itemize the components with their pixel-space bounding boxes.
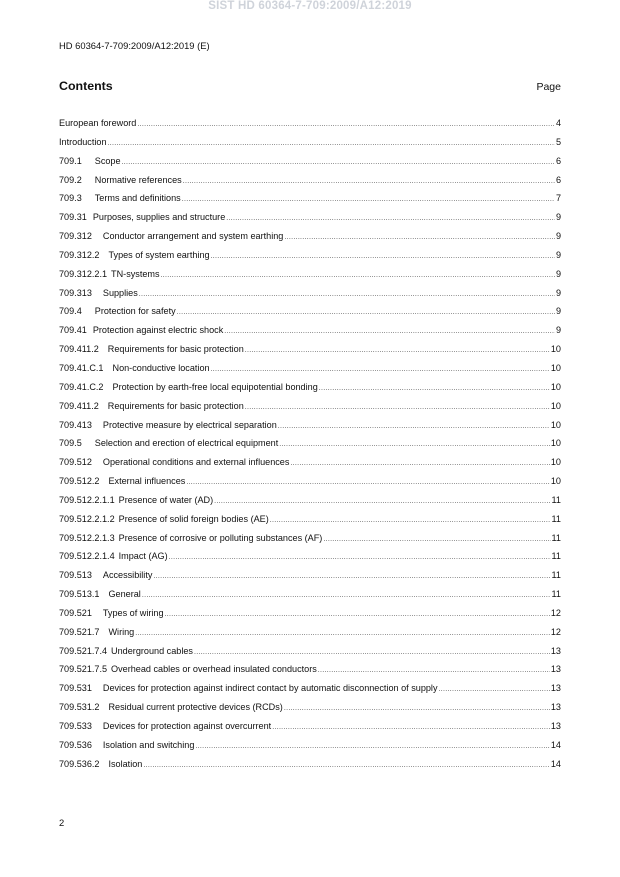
toc-entry-page: 11	[551, 589, 561, 600]
toc-entry-page: 10	[550, 400, 561, 411]
toc-entry[interactable]	[59, 702, 561, 721]
toc-entry-title: Presence of solid foreign bodies (AE)	[118, 513, 269, 524]
toc-entry[interactable]	[59, 156, 561, 175]
toc-entry[interactable]	[59, 382, 561, 401]
toc-entry[interactable]	[59, 118, 561, 137]
toc-entry-number: 709.41.C.2	[59, 381, 104, 392]
toc-entry[interactable]	[59, 589, 561, 608]
toc-entry-title: Underground cables	[111, 645, 193, 656]
toc-entry-number: 709.512.2.1.3	[59, 532, 115, 543]
toc-entry-number: 709.512.2.1.1	[59, 494, 115, 505]
toc-entry-title: Selection and erection of electrical equipment	[94, 438, 279, 449]
watermark: SIST HD 60364-7-709:2009/A12:2019	[208, 0, 412, 12]
toc-entry-page: 9	[555, 249, 561, 260]
toc-entry-page: 10	[550, 438, 561, 449]
toc-entry-number: 709.4	[59, 306, 82, 317]
toc-entry-page: 14	[550, 739, 561, 750]
toc-entry-title: Types of system earthing	[108, 249, 210, 260]
toc-entry-page: 10	[550, 362, 561, 373]
toc-entry-page: 14	[550, 758, 561, 769]
toc-entry-number: 709.413	[59, 419, 92, 430]
dot-leader	[439, 686, 550, 693]
toc-entry-page: 13	[550, 702, 561, 713]
dot-leader	[319, 385, 550, 392]
dot-leader	[278, 423, 550, 430]
toc-entry-title: Devices for protection against overcurrent	[102, 721, 272, 731]
toc-entry-title: Supplies	[102, 287, 138, 298]
toc-entry[interactable]	[59, 438, 561, 457]
toc-entry-number: 709.5	[59, 438, 82, 449]
toc-entry-page: 10	[550, 381, 561, 392]
toc-entry-number: 709.521.7.5	[59, 664, 108, 675]
toc-entry-title: TN-systems	[111, 268, 160, 279]
dot-leader	[177, 309, 555, 316]
toc-entry[interactable]	[59, 175, 561, 194]
toc-entry-page: 10	[550, 344, 561, 355]
toc-entry[interactable]	[59, 420, 561, 439]
toc-entry-title: Presence of corrosive or polluting substances (AF)	[118, 532, 323, 543]
toc-entry-title: Wiring	[108, 626, 135, 637]
toc-entry-title: Residual current protective devices (RCDs)	[108, 702, 283, 713]
toc-entry-number: 709.531	[59, 683, 92, 694]
toc-entry[interactable]	[59, 721, 561, 740]
contents-title: Contents	[59, 79, 113, 93]
toc-entry[interactable]	[59, 250, 561, 269]
toc-entry[interactable]	[59, 476, 561, 495]
dot-leader	[186, 479, 550, 486]
toc-entry-page: 6	[555, 174, 561, 185]
toc-entry[interactable]	[59, 495, 561, 514]
toc-entry-title: Protection for safety	[94, 306, 176, 317]
toc-entry-title: External influences	[108, 476, 186, 487]
dot-leader	[108, 140, 555, 147]
toc-entry-title: Protection by earth-free local equipotential bonding	[112, 381, 318, 392]
dot-leader	[284, 234, 555, 241]
document-id: HD 60364-7-709:2009/A12:2019 (E)	[59, 40, 210, 51]
toc-entry-title: European foreword	[59, 118, 137, 128]
dot-leader	[139, 291, 555, 298]
toc-entry-page: 11	[551, 551, 561, 562]
toc-entry-page: 9	[555, 231, 561, 242]
dot-leader	[153, 573, 550, 580]
toc-entry-page: 9	[555, 268, 561, 279]
toc-entry-number: 709.2	[59, 174, 82, 185]
toc-entry-page: 13	[550, 645, 561, 656]
toc-entry-page: 13	[550, 683, 561, 694]
toc-entry-number: 709.3	[59, 193, 82, 204]
toc-entry-page: 10	[550, 419, 561, 430]
dot-leader	[284, 705, 550, 712]
dot-leader	[161, 272, 555, 279]
toc-entry-page: 6	[555, 155, 561, 166]
toc-entry-number: 709.41	[59, 325, 87, 336]
toc-entry[interactable]	[59, 759, 561, 778]
toc-entry[interactable]	[59, 269, 561, 288]
toc-entry-number: 709.536.2	[59, 758, 100, 769]
toc-entry[interactable]	[59, 457, 561, 476]
dot-leader	[194, 649, 550, 656]
dot-leader	[165, 611, 550, 618]
toc-entry[interactable]	[59, 514, 561, 533]
toc-entry-page: 10	[550, 476, 561, 487]
dot-leader	[290, 460, 549, 467]
toc-entry-number: 709.531.2	[59, 702, 100, 713]
dot-leader	[245, 347, 550, 354]
dot-leader	[183, 178, 555, 185]
toc-entry-title: Normative references	[94, 174, 182, 185]
toc-entry-page: 9	[555, 287, 561, 298]
toc-entry-title: Isolation and switching	[102, 739, 195, 750]
toc-entry-title: Types of wiring	[102, 607, 164, 618]
toc-entry-number: 709.513.1	[59, 589, 100, 600]
toc-entry[interactable]	[59, 193, 561, 212]
toc-entry-page: 11	[551, 494, 561, 505]
toc-entry[interactable]	[59, 646, 561, 665]
dot-leader	[142, 592, 551, 599]
toc-entry-page: 12	[550, 607, 561, 618]
toc-entry[interactable]	[59, 683, 561, 702]
contents-heading	[59, 79, 561, 93]
dot-leader	[226, 215, 555, 222]
toc-entry-number: 709.312	[59, 231, 92, 242]
toc-entry-title: Introduction	[59, 136, 107, 147]
toc-entry-title: Protective measure by electrical separation	[102, 419, 277, 430]
toc-entry-page: 12	[550, 626, 561, 637]
toc-entry-page: 4	[555, 118, 561, 128]
dot-leader	[211, 366, 550, 373]
toc-entry[interactable]	[59, 325, 561, 344]
toc-entry[interactable]	[59, 664, 561, 683]
toc-entry-number: 709.312.2.1	[59, 268, 108, 279]
toc-entry-page: 5	[555, 136, 561, 147]
toc-entry[interactable]	[59, 627, 561, 646]
toc-entry-title: Purposes, supplies and structure	[92, 212, 226, 223]
dot-leader	[211, 253, 555, 260]
toc-entry-title: Protection against electric shock	[92, 325, 224, 336]
toc-entry-title: Conductor arrangement and system earthing	[102, 231, 284, 242]
toc-entry-title: Overhead cables or overhead insulated conductors	[111, 664, 317, 675]
toc-entry[interactable]	[59, 137, 561, 156]
dot-leader	[270, 517, 551, 524]
toc-entry-page: 11	[551, 532, 561, 543]
dot-leader	[214, 498, 550, 505]
toc-entry-page: 10	[550, 457, 561, 468]
dot-leader	[195, 743, 550, 750]
toc-entry-number: 709.411.2	[59, 344, 99, 355]
page-number: 2	[59, 817, 65, 828]
toc-entry-title: Impact (AG)	[118, 551, 168, 562]
toc-entry[interactable]	[59, 231, 561, 250]
dot-leader	[318, 667, 550, 674]
toc-entry[interactable]	[59, 288, 561, 307]
toc-entry[interactable]	[59, 608, 561, 627]
dot-leader	[323, 536, 550, 543]
toc-entry-number: 709.512	[59, 457, 92, 468]
dot-leader	[143, 762, 550, 769]
dot-leader	[182, 196, 555, 203]
toc-entry-number: 709.536	[59, 739, 92, 750]
toc-entry-number: 709.31	[59, 212, 87, 223]
toc-entry[interactable]	[59, 306, 561, 325]
toc-entry[interactable]	[59, 740, 561, 759]
table-of-contents	[59, 118, 561, 778]
dot-leader	[279, 441, 550, 448]
toc-entry-page: 13	[550, 721, 561, 731]
dot-leader	[135, 630, 550, 637]
toc-entry[interactable]	[59, 570, 561, 589]
toc-entry-number: 709.512.2	[59, 476, 100, 487]
toc-entry-title: Non-conductive location	[112, 362, 210, 373]
dot-leader	[272, 724, 550, 731]
toc-entry-title: Accessibility	[102, 570, 153, 581]
dot-leader	[224, 328, 555, 335]
toc-entry-number: 709.533	[59, 721, 92, 731]
toc-entry-number: 709.313	[59, 287, 92, 298]
toc-entry-title: Terms and definitions	[94, 193, 181, 204]
dot-leader	[245, 404, 550, 411]
toc-entry-page: 9	[555, 325, 561, 336]
toc-entry-number: 709.521.7	[59, 626, 100, 637]
toc-entry-title: Operational conditions and external influences	[102, 457, 290, 468]
toc-entry[interactable]	[59, 401, 561, 420]
toc-entry-title: Requirements for basic protection	[107, 400, 244, 411]
toc-entry[interactable]	[59, 551, 561, 570]
toc-entry[interactable]	[59, 212, 561, 231]
dot-leader	[169, 554, 551, 561]
toc-entry-page: 13	[550, 664, 561, 675]
toc-entry-number: 709.521	[59, 607, 92, 618]
toc-entry[interactable]	[59, 344, 561, 363]
toc-entry-page: 9	[555, 306, 561, 317]
page-column-label: Page	[536, 81, 561, 93]
toc-entry-number: 709.411.2	[59, 400, 99, 411]
toc-entry-title: General	[108, 589, 141, 600]
toc-entry-number: 709.512.2.1.4	[59, 551, 115, 562]
toc-entry-number: 709.513	[59, 570, 92, 581]
toc-entry-number: 709.41.C.1	[59, 362, 104, 373]
toc-entry-title: Scope	[94, 155, 121, 166]
dot-leader	[122, 159, 555, 166]
toc-entry-title: Requirements for basic protection	[107, 344, 244, 355]
toc-entry[interactable]	[59, 363, 561, 382]
toc-entry-page: 7	[555, 193, 561, 204]
toc-entry-title: Devices for protection against indirect contact by automatic disconnection of supply	[102, 683, 438, 694]
toc-entry-number: 709.312.2	[59, 249, 100, 260]
toc-entry-number: 709.1	[59, 155, 82, 166]
toc-entry-title: Presence of water (AD)	[118, 494, 214, 505]
toc-entry-page: 11	[551, 513, 561, 524]
dot-leader	[137, 121, 555, 128]
toc-entry[interactable]	[59, 533, 561, 552]
toc-entry-page: 9	[555, 212, 561, 223]
toc-entry-number: 709.512.2.1.2	[59, 513, 115, 524]
toc-entry-title: Isolation	[108, 758, 143, 769]
toc-entry-page: 11	[551, 570, 561, 581]
toc-entry-number: 709.521.7.4	[59, 645, 108, 656]
